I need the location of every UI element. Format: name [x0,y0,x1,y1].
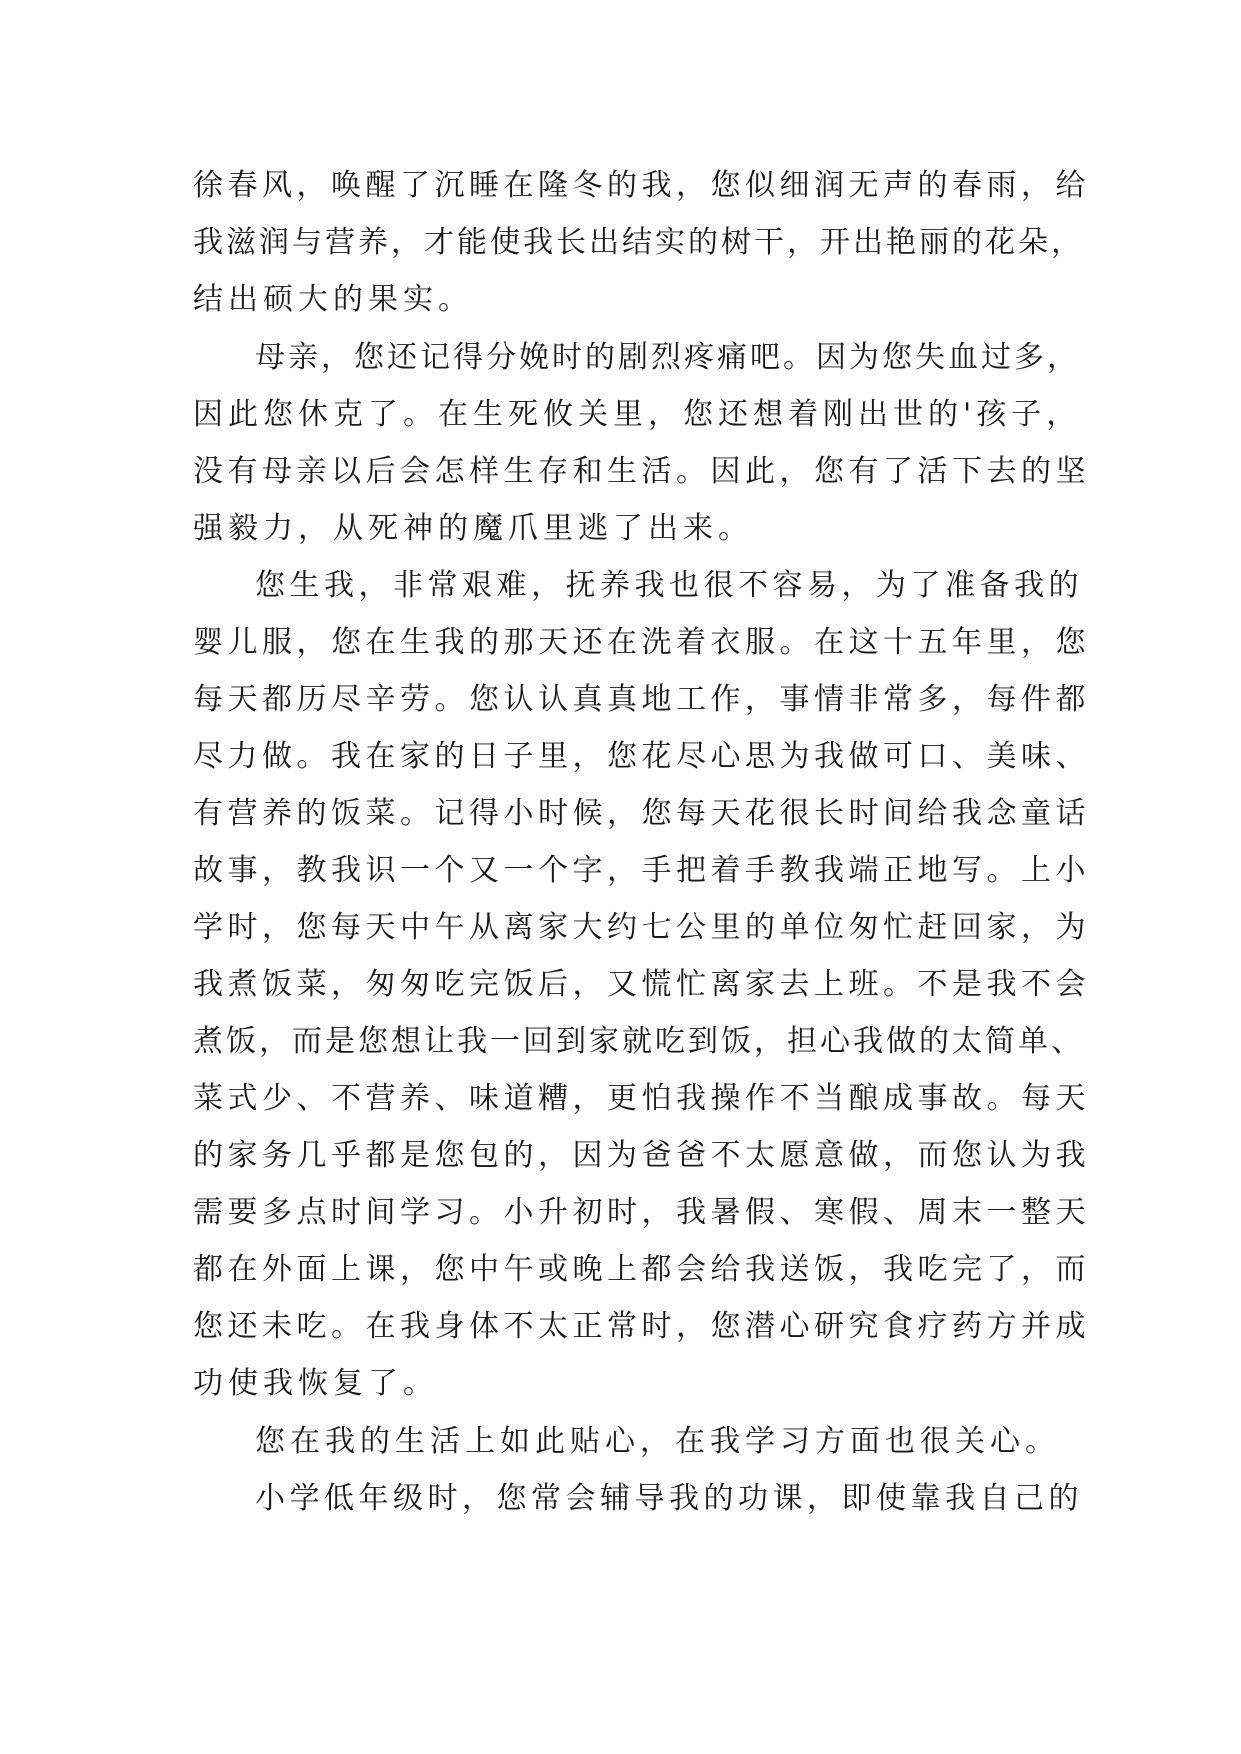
text-line: 需要多点时间学习。小升初时，我暑假、寒假、周末一整天 [193,1195,1090,1230]
text-line: 学时，您每天中午从离家大约七公里的单位匆忙赶回家，为 [193,910,1090,945]
text-line: 您还未吃。在我身体不太正常时，您潜心研究食疗药方并成 [193,1309,1090,1344]
text-line: 强毅力，从死神的魔爪里逃了出来。 [193,511,753,546]
paragraph-first-line: 小学低年级时，您常会辅导我的功课，即使靠我自己的 [255,1481,1083,1516]
text-line: 有营养的饭菜。记得小时候，您每天花很长时间给我念童话 [193,796,1090,831]
text-line: 功使我恢复了。 [193,1366,438,1401]
text-line: 尽力做。我在家的日子里，您花尽心思为我做可口、美味、 [193,739,1090,774]
text-line: 都在外面上课，您中午或晚上都会给我送饭，我吃完了，而 [193,1252,1090,1287]
paragraph-first-line: 您在我的生活上如此贴心，在我学习方面也很关心。 [255,1424,1060,1459]
text-line: 的家务几乎都是您包的，因为爸爸不太愿意做，而您认为我 [193,1138,1090,1173]
text-line: 我煮饭菜，匆匆吃完饭后，又慌忙离家去上班。不是我不会 [193,967,1090,1002]
text-line: 菜式少、不营养、味道糟，更怕我操作不当酿成事故。每天 [193,1081,1090,1116]
paragraph-first-line: 母亲，您还记得分娩时的剧烈疼痛吧。因为您失血过多， [255,340,1080,375]
text-line: 煮饭，而是您想让我一回到家就吃到饭，担心我做的太简单、 [193,1024,1084,1059]
text-line: 婴儿服，您在生我的那天还在洗着衣服。在这十五年里，您 [193,625,1090,660]
text-line: 徐春风，唤醒了沉睡在隆冬的我，您似细润无声的春雨，给 [193,168,1090,203]
text-line: 结出硕大的果实。 [193,282,473,317]
text-line: 每天都历尽辛劳。您认认真真地工作，事情非常多，每件都 [193,682,1090,717]
text-line: 没有母亲以后会怎样生存和生活。因此，您有了活下去的坚 [193,454,1090,489]
paragraph-first-line: 您生我，非常艰难，抚养我也很不容易，为了准备我的 [255,568,1083,603]
text-line: 因此您休克了。在生死攸关里，您还想着刚出世的'孩子， [193,397,1082,432]
text-line: 我滋润与营养，才能使我长出结实的树干，开出艳丽的花朵， [193,225,1084,260]
text-line: 故事，教我识一个又一个字，手把着手教我端正地写。上小 [193,853,1090,888]
